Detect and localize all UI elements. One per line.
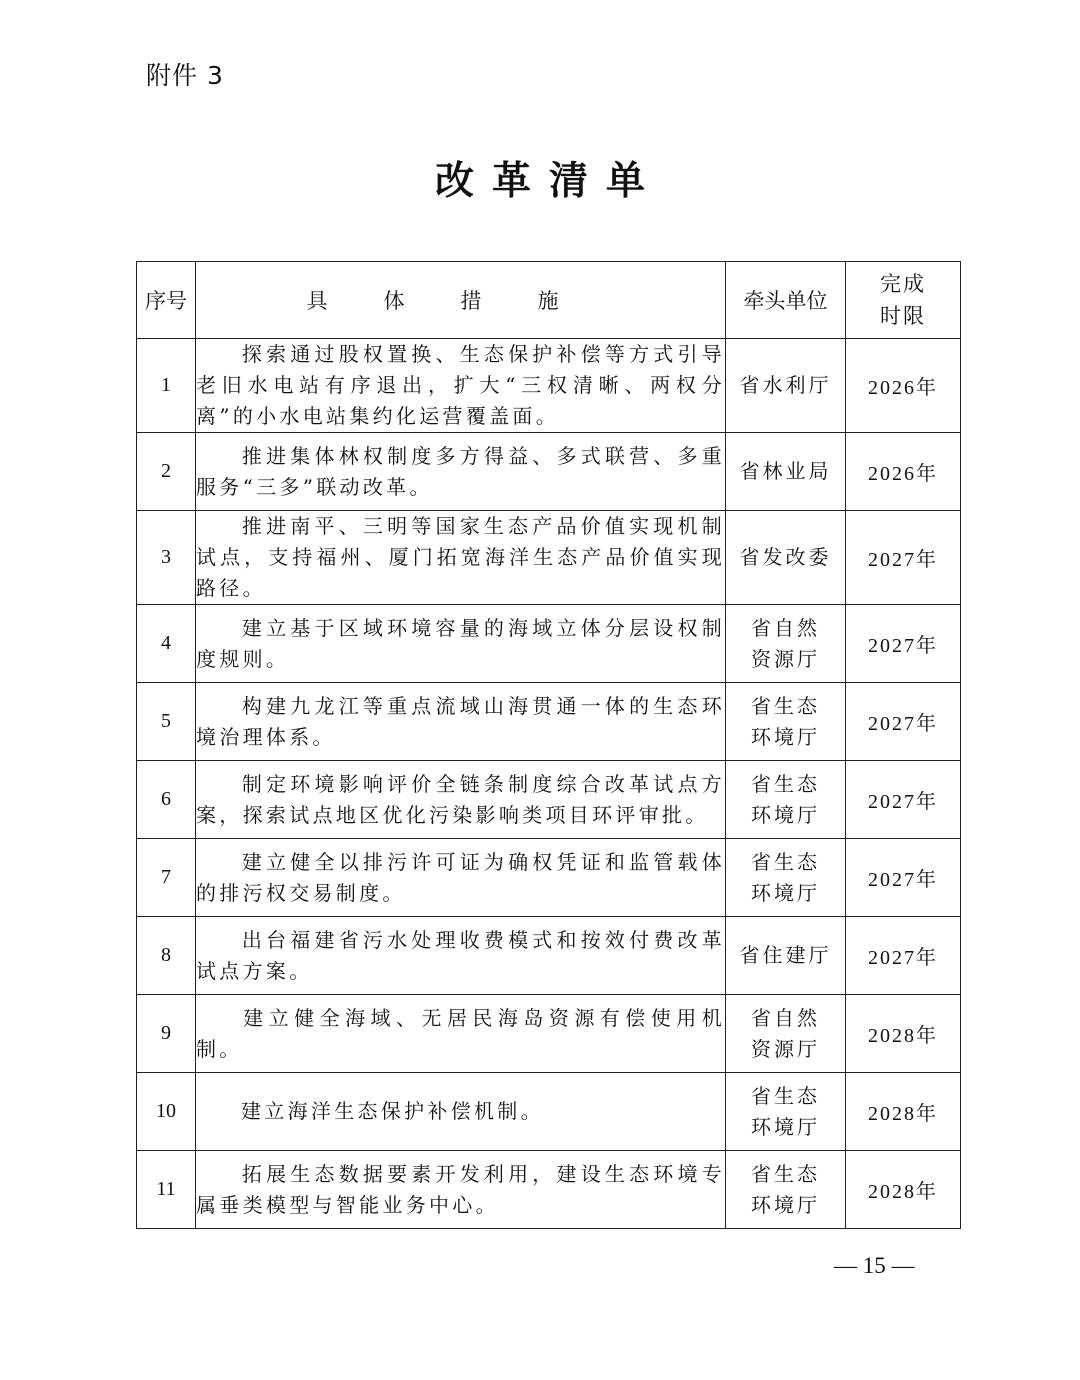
- row-seq: 4: [137, 605, 196, 683]
- row-deadline-year: 2027: [868, 713, 916, 735]
- row-deadline: [846, 605, 961, 683]
- row-deadline: [846, 839, 961, 917]
- lead-unit-line: 环境厅: [751, 802, 820, 827]
- row-measure-text: 探索通过股权置换、生态保护补偿等方式引导老旧水电站有序退出，扩大“三权清晰、两权分离”的小水电站集约化运营覆盖面。: [196, 342, 725, 428]
- header-lead-unit: 牵头单位: [726, 262, 846, 339]
- row-deadline-unit: 年: [916, 461, 938, 485]
- row-deadline-year: 2027: [868, 869, 916, 891]
- lead-unit-line: 省自然: [751, 1005, 820, 1030]
- row-seq: 11: [137, 1151, 196, 1229]
- row-lead-unit: [726, 761, 846, 839]
- row-seq: 8: [137, 917, 196, 995]
- row-measure: [196, 839, 726, 917]
- row-measure: [196, 511, 726, 605]
- table-row: [137, 761, 961, 839]
- row-deadline-unit: 年: [916, 711, 938, 735]
- row-lead-unit: 省住建厅: [726, 917, 846, 995]
- header-measure: [196, 262, 726, 339]
- page-number: — 15 —: [834, 1253, 915, 1278]
- row-deadline-year: 2026: [868, 463, 916, 485]
- lead-unit-line: 省生态: [751, 849, 820, 874]
- row-measure: [196, 1151, 726, 1229]
- table-row: [137, 605, 961, 683]
- row-deadline: [846, 1073, 961, 1151]
- row-deadline-year: 2028: [868, 1181, 916, 1203]
- row-deadline-year: 2027: [868, 947, 916, 969]
- row-deadline: [846, 683, 961, 761]
- table-row: [137, 683, 961, 761]
- row-lead-unit: [726, 839, 846, 917]
- row-lead-unit: [726, 1073, 846, 1151]
- table-row: [137, 917, 961, 995]
- row-deadline-unit: 年: [916, 633, 938, 657]
- header-deadline-line1: 完成: [880, 272, 926, 296]
- row-seq: 7: [137, 839, 196, 917]
- row-seq: 10: [137, 1073, 196, 1151]
- header-deadline-line2: 时限: [880, 304, 926, 328]
- lead-unit-line: 资源厅: [751, 646, 820, 671]
- attachment-label: 附件 3: [146, 61, 224, 90]
- row-deadline: [846, 511, 961, 605]
- row-seq: 2: [137, 433, 196, 511]
- lead-unit-line: 省生态: [751, 1083, 820, 1108]
- table-row: [137, 511, 961, 605]
- row-deadline: [846, 1151, 961, 1229]
- row-measure: [196, 683, 726, 761]
- lead-unit-line: 环境厅: [751, 1192, 820, 1217]
- row-deadline: [846, 995, 961, 1073]
- table-row: [137, 1151, 961, 1229]
- row-measure-text: 建立基于区域环境容量的海域立体分层设权制度规则。: [196, 615, 725, 671]
- row-measure-text: 构建九龙江等重点流域山海贯通一体的生态环境治理体系。: [196, 693, 725, 749]
- row-deadline-unit: 年: [916, 867, 938, 891]
- lead-unit-line: 省生态: [751, 693, 820, 718]
- row-lead-unit: [726, 1151, 846, 1229]
- table-header: [137, 262, 961, 339]
- row-deadline-year: 2027: [868, 635, 916, 657]
- row-seq: 3: [137, 511, 196, 605]
- lead-unit-line: 资源厅: [751, 1036, 820, 1061]
- row-deadline-year: 2027: [868, 549, 916, 571]
- row-measure: [196, 761, 726, 839]
- lead-unit-line: 环境厅: [751, 724, 820, 749]
- row-deadline: [846, 917, 961, 995]
- row-deadline-year: 2026: [868, 377, 916, 399]
- row-measure-text: 建立健全以排污许可证为确权凭证和监管载体的排污权交易制度。: [196, 849, 725, 905]
- row-lead-unit: [726, 683, 846, 761]
- row-seq: 5: [137, 683, 196, 761]
- row-measure: [196, 995, 726, 1073]
- row-seq: 6: [137, 761, 196, 839]
- table-row: [137, 839, 961, 917]
- row-lead-unit: 省水利厅: [726, 339, 846, 433]
- row-deadline-unit: 年: [916, 945, 938, 969]
- row-measure: [196, 917, 726, 995]
- row-measure-text: 建立健全海域、无居民海岛资源有偿使用机制。: [196, 1005, 725, 1061]
- table-body: [137, 339, 961, 1229]
- row-measure: [196, 339, 726, 433]
- row-measure-text: 出台福建省污水处理收费模式和按效付费改革试点方案。: [196, 927, 725, 983]
- row-lead-unit: 省发改委: [726, 511, 846, 605]
- table-row: [137, 433, 961, 511]
- row-deadline-unit: 年: [916, 1179, 938, 1203]
- table-row: [137, 339, 961, 433]
- row-measure-text: 建立海洋生态保护补偿机制。: [241, 1099, 544, 1123]
- lead-unit-line: 环境厅: [751, 880, 820, 905]
- row-lead-unit: 省林业局: [726, 433, 846, 511]
- row-deadline-year: 2028: [868, 1025, 916, 1047]
- row-deadline-year: 2027: [868, 791, 916, 813]
- row-deadline-unit: 年: [916, 789, 938, 813]
- header-measure-label: 具体措施: [306, 289, 615, 313]
- row-deadline: [846, 433, 961, 511]
- reform-table: [136, 261, 961, 1229]
- header-seq: 序号: [137, 262, 196, 339]
- row-measure-text: 推进南平、三明等国家生态产品价值实现机制试点，支持福州、厦门拓宽海洋生态产品价值实现路径。: [196, 514, 725, 600]
- row-deadline: [846, 339, 961, 433]
- row-deadline-unit: 年: [916, 1101, 938, 1125]
- lead-unit-line: 环境厅: [751, 1114, 820, 1139]
- row-seq: 1: [137, 339, 196, 433]
- row-measure-text: 拓展生态数据要素开发利用，建设生态环境专属垂类模型与智能业务中心。: [196, 1161, 725, 1217]
- table-row: [137, 1073, 961, 1151]
- lead-unit-line: 省自然: [751, 615, 820, 640]
- row-deadline: [846, 761, 961, 839]
- document-title: 改革清单: [434, 158, 663, 204]
- row-deadline-unit: 年: [916, 547, 938, 571]
- row-lead-unit: [726, 605, 846, 683]
- lead-unit-line: 省生态: [751, 771, 820, 796]
- row-deadline-year: 2028: [868, 1103, 916, 1125]
- row-measure: [196, 1073, 726, 1151]
- row-deadline-unit: 年: [916, 1023, 938, 1047]
- row-measure: [196, 605, 726, 683]
- row-seq: 9: [137, 995, 196, 1073]
- header-deadline: [846, 262, 961, 339]
- row-lead-unit: [726, 995, 846, 1073]
- row-deadline-unit: 年: [916, 375, 938, 399]
- header-row: [137, 262, 961, 339]
- row-measure: [196, 433, 726, 511]
- table-row: [137, 995, 961, 1073]
- lead-unit-line: 省生态: [751, 1161, 820, 1186]
- row-measure-text: 制定环境影响评价全链条制度综合改革试点方案，探索试点地区优化污染影响类项目环评审批。: [196, 771, 725, 827]
- row-measure-text: 推进集体林权制度多方得益、多式联营、多重服务“三多”联动改革。: [196, 443, 725, 499]
